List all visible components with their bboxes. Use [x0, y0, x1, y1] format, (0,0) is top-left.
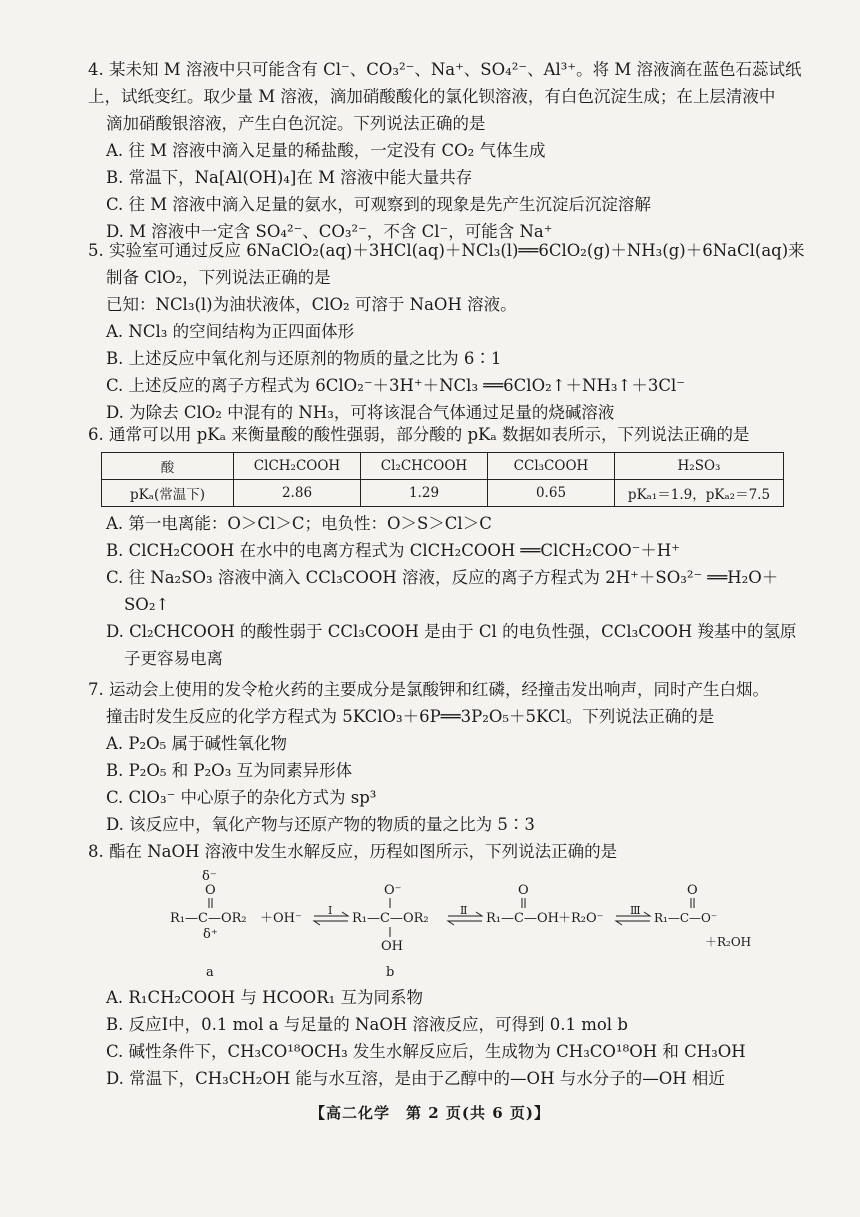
step-3-label: Ⅲ [630, 904, 641, 917]
pka-table-cell: 0.65 [488, 480, 615, 507]
q5-option-b: B. 上述反应中氧化剂与还原剂的物质的量之比为 6∶1 [106, 349, 502, 368]
alcohol-product: ＋R₂OH [705, 935, 752, 949]
delta-minus-label: δ⁻ [202, 870, 217, 884]
hydrolysis-scheme [170, 870, 760, 980]
question-6 [88, 421, 788, 448]
q4-stem-line-2: 上，试纸变红。取少量 M 溶液，滴加硝酸酸化的氯化钡溶液，有白色沉淀生成；在上层清液中 [88, 87, 776, 106]
q8-stem: 8. 酯在 NaOH 溶液中发生水解反应，历程如图所示，下列说法正确的是 [88, 842, 618, 861]
carboxylate-formula: R₁—C—O⁻ [654, 911, 718, 925]
species-b-label: b [386, 965, 395, 980]
hydroxyl-label: OH [381, 939, 403, 954]
species-a-label: a [206, 965, 214, 980]
question-8 [88, 838, 788, 865]
species-a-formula: R₁—C—OR₂ [170, 911, 247, 926]
reverse-arrow-icon [448, 921, 482, 925]
question-6-options [88, 510, 797, 672]
q6-option-a: A. 第一电离能：O＞Cl＞C；电负性：O＞S＞Cl＞C [106, 514, 492, 533]
q7-stem-line-2: 撞击时发生反应的化学方程式为 5KClO₃＋6P══3P₂O₅＋5KCl。下列说法正确的是 [106, 707, 715, 726]
q6-option-c: C. 往 Na₂SO₃ 溶液中滴入 CCl₃COOH 溶液，反应的离子方程式为 2H⁺＋SO₃²⁻ ══H₂O＋ [106, 568, 779, 587]
q5-stem-line-2: 制备 ClO₂，下列说法正确的是 [106, 268, 331, 287]
pka-table-cell: 2.86 [234, 480, 361, 507]
pka-table-data-row [102, 480, 784, 507]
carboxylate-o-label: O [687, 883, 698, 898]
alkoxide-reactant: ＋R₂O⁻ [558, 911, 604, 926]
delta-plus-label: δ⁺ [203, 927, 218, 942]
q7-option-c: C. ClO₃⁻ 中心原子的杂化方式为 sp³ [106, 788, 377, 807]
q5-note: 已知：NCl₃(l)为油状液体，ClO₂ 可溶于 NaOH 溶液。 [106, 295, 517, 314]
question-4 [88, 56, 802, 245]
q6-stem: 6. 通常可以用 pKₐ 来衡量酸的酸性强弱，部分酸的 pKₐ 数据如表所示，下列说法正确的是 [88, 425, 750, 444]
alkoxide-o-label: O⁻ [384, 883, 402, 898]
q7-option-a: A. P₂O₅ 属于碱性氧化物 [106, 734, 288, 753]
question-8-options [88, 984, 788, 1092]
q8-option-b: B. 反应Ⅰ中，0.1 mol a 与足量的 NaOH 溶液反应，可得到 0.1 mol b [106, 1015, 628, 1034]
q5-option-a: A. NCl₃ 的空间结构为正四面体形 [106, 322, 355, 341]
q5-stem-line-1: 5. 实验室可通过反应 6NaClO₂(aq)＋3HCl(aq)＋NCl₃(l)══6ClO₂(g)＋NH₃(g)＋6NaCl(aq)来 [88, 241, 805, 260]
carboxylic-acid-formula: R₁—C—OH [486, 911, 559, 926]
carbonyl-o-label: O [205, 883, 216, 898]
pka-table [101, 452, 784, 507]
page-footer: 【高二化学 第 2 页(共 6 页)】 [310, 1104, 550, 1122]
step-1-label: Ⅰ [328, 904, 333, 917]
hydroxide-reactant: ＋OH⁻ [260, 911, 302, 926]
question-5 [88, 237, 805, 426]
pka-table-header-cell: ClCH₂COOH [234, 453, 361, 480]
q8-option-c: C. 碱性条件下，CH₃CO¹⁸OCH₃ 发生水解反应后，生成物为 CH₃CO¹⁸OH 和 CH₃OH [106, 1042, 746, 1061]
q4-stem-line-3: 滴加硝酸银溶液，产生白色沉淀。下列说法正确的是 [106, 114, 486, 133]
pka-table-header-cell: CCl₃COOH [488, 453, 615, 480]
q8-option-d: D. 常温下，CH₃CH₂OH 能与水互溶，是由于乙醇中的—OH 与水分子的—OH 相近 [106, 1069, 725, 1088]
pka-table-header-cell: H₂SO₃ [615, 453, 784, 480]
acid-o-label: O [518, 883, 529, 898]
pka-table-cell: pKₐ(常温下) [102, 480, 234, 507]
pka-table-cell: pKₐ₁＝1.9，pKₐ₂＝7.5 [615, 480, 784, 507]
q7-option-d: D. 该反应中，氧化产物与还原产物的物质的量之比为 5∶3 [106, 815, 535, 834]
q6-option-b: B. ClCH₂COOH 在水中的电离方程式为 ClCH₂COOH ══ClCH₂COO⁻＋H⁺ [106, 541, 680, 560]
q4-stem-line-1: 4. 某未知 M 溶液中只可能含有 Cl⁻、CO₃²⁻、Na⁺、SO₄²⁻、Al³⁺。将 M 溶液滴在蓝色石蕊试纸 [88, 60, 802, 79]
q4-option-d: D. M 溶液中一定含 SO₄²⁻、CO₃²⁻，不含 Cl⁻，可能含 Na⁺ [106, 222, 553, 241]
q6-option-c-cont: SO₂↑ [124, 595, 170, 614]
pka-table-header-row [102, 453, 784, 480]
reverse-arrow-icon [314, 921, 348, 925]
species-b-formula: R₁—C—OR₂ [352, 911, 429, 926]
q8-option-a: A. R₁CH₂COOH 与 HCOOR₁ 互为同系物 [106, 988, 423, 1007]
q4-option-a: A. 往 M 溶液中滴入足量的稀盐酸，一定没有 CO₂ 气体生成 [106, 141, 546, 160]
q7-option-b: B. P₂O₅ 和 P₂O₃ 互为同素异形体 [106, 761, 353, 780]
q7-stem-line-1: 7. 运动会上使用的发令枪火药的主要成分是氯酸钾和红磷，经撞击发出响声，同时产生白烟。 [88, 680, 769, 699]
q5-option-c: C. 上述反应的离子方程式为 6ClO₂⁻＋3H⁺＋NCl₃ ══6ClO₂↑＋NH₃↑＋3Cl⁻ [106, 376, 685, 395]
pka-table-header-cell: Cl₂CHCOOH [361, 453, 488, 480]
pka-table-cell: 1.29 [361, 480, 488, 507]
question-7 [88, 676, 788, 838]
pka-table-header-cell: 酸 [102, 453, 234, 480]
step-2-label: Ⅱ [460, 904, 468, 917]
q6-option-d-cont: 子更容易电离 [124, 649, 223, 668]
q4-option-c: C. 往 M 溶液中滴入足量的氨水，可观察到的现象是先产生沉淀后沉淀溶解 [106, 195, 651, 214]
q4-option-b: B. 常温下，Na[Al(OH)₄]在 M 溶液中能大量共存 [106, 168, 473, 187]
reverse-arrow-icon [616, 921, 650, 925]
q5-option-d: D. 为除去 ClO₂ 中混有的 NH₃，可将该混合气体通过足量的烧碱溶液 [106, 403, 615, 422]
q6-option-d: D. Cl₂CHCOOH 的酸性弱于 CCl₃COOH 是由于 Cl 的电负性强，CCl₃COOH 羧基中的氢原 [106, 622, 797, 641]
